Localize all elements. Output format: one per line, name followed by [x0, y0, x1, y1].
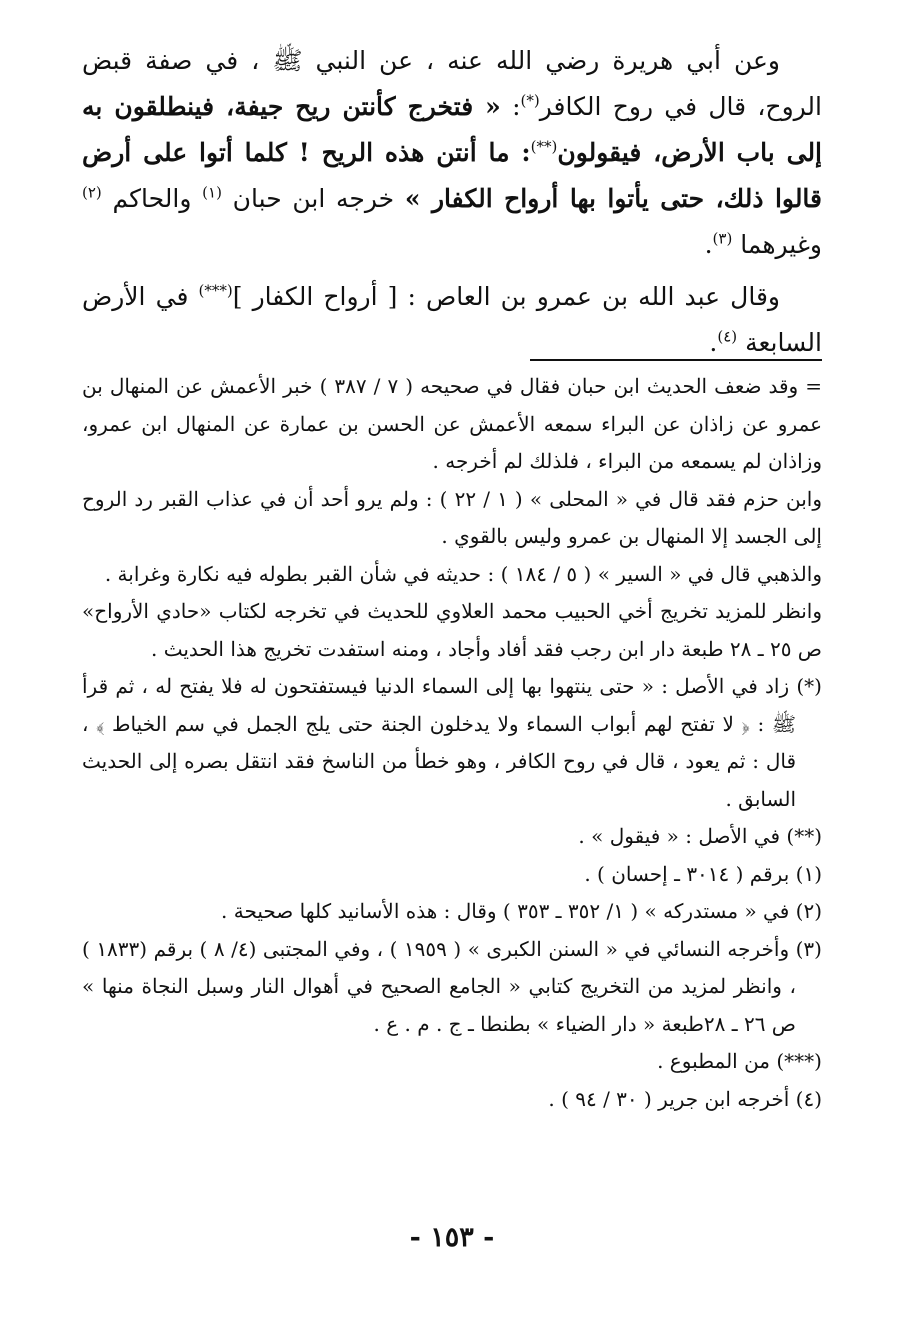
source-text-b: والحاكم	[101, 184, 203, 213]
source-text-c: وغيرهما	[732, 230, 822, 259]
footnote-double-star: (**) في الأصل : « فيقول » .	[578, 824, 822, 848]
footnote-marker-star: (*)	[520, 91, 540, 110]
hadith-quote-a: « فتخرج كأنتن ريح جيفة، فينطلقون به إلى باب الأرض، فيقولون	[82, 92, 823, 167]
footnote-2: (٢) في « مستدركه » ( ١/ ٣٥٢ ـ ٣٥٣ ) وقال : هذه الأسانيد كلها صحيحة .	[221, 899, 822, 923]
footnote-ibn-hazm: وابن حزم فقد قال في « المحلى » ( ١ / ٢٢ ) : ولم يرو أحد أن في عذاب القبر رد الروح إلى الجسد إلا المنهال بن عمرو وليس بالقوي .	[82, 486, 822, 548]
footnote-continuation: = وقد ضعف الحديث ابن حبان فقال في صحيحه ( ٧ / ٣٨٧ ) خبر الأعمش عن المنهال بن عمرو عن زاذان عن البراء سمعه الأعمش عن الحسن بن عمارة عن المنهال ابن عمرو، وزاذان لم يسمعه من البراء ، فلذلك لم أخرجه .	[82, 374, 822, 473]
footnotes	[82, 368, 822, 1118]
footnote-divider	[530, 359, 822, 361]
footnote-ref-1: (١)	[202, 183, 222, 202]
footnote-marker-double-star: (**)	[530, 137, 558, 156]
main-text	[82, 38, 822, 366]
footnote-ref-3: (٣)	[712, 229, 733, 248]
footnote-1: (١) برقم ( ٣٠١٤ ـ إحسان ) .	[584, 861, 822, 886]
footnote-3: (٣) وأخرجه النسائي في « السنن الكبرى » ( ١٩٥٩ ) ، وفي المجتبى (٤/ ٨ ) برقم (١٨٣٣ ) ، وانظر لمزيد من التخريج كتابي « الجامع الصحيح في أهوال النار وسبل النجاة منها » ص ٢٦ ـ ٢٨طبعة « دار الضياء » بطنطا ـ ج . م . ع .	[82, 936, 822, 1036]
footnote-dhahabi: والذهبي قال في « السير » ( ٥ / ١٨٤ ) : حديثه في شأن القبر بطوله فيه نكارة وغرابة .	[104, 561, 822, 586]
footnote-further-reading: وانظر للمزيد تخريج أخي الحبيب محمد العلاوي للحديث في تخرجه لكتاب «حادي الأرواح» ص ٢٥ ـ ٢٨ طبعة دار ابن رجب فقد أفاد وأجاد ، ومنه استفدت تخريج هذا الحديث .	[82, 599, 822, 661]
source-text-a: خرجه ابن حبان	[221, 184, 405, 213]
hadith-quote-b: : ما أنتن هذه الريح ! كلما أتوا على أرض قالوا ذلك، حتى يأتوا بها أرواح الكفار »	[82, 138, 823, 213]
footnote-4: (٤) أخرجه ابن جرير ( ٣٠ / ٩٤ ) .	[548, 1086, 822, 1111]
colon: :	[500, 92, 521, 121]
main-paragraph-2	[82, 274, 822, 366]
footnote-triple-star: (***) من المطبوع .	[657, 1049, 822, 1073]
footnote-ref-2: (٢)	[82, 183, 102, 202]
page-number: - ١٥٣ -	[409, 1222, 495, 1253]
paragraph-text-b: في الأرض السابعة	[82, 282, 822, 357]
footnote-ref-4: (٤)	[717, 327, 738, 346]
footnote-star: (*) زاد في الأصل : « حتى ينتهوا بها إلى السماء الدنيا فيستفتحون له فلا يفتح له ، ثم قرأ ﷺ : ﴿ لا تفتح لهم أبواب السماء ولا يدخلون الجنة حتى يلج الجمل في سم الخياط ﴾ ، قال : ثم يعود ، قال في روح الكافر ، وهو خطأ من الناسخ فقد انتقل بصره إلى الحديث السابق .	[82, 674, 822, 811]
paragraph-text: وقال عبد الله بن عمرو بن العاص : [ أرواح الكفار ]	[232, 282, 780, 311]
paragraph-end: .	[704, 230, 713, 259]
paragraph-end: .	[709, 328, 718, 357]
main-paragraph-1	[82, 38, 822, 268]
footnote-marker-triple-star: (***)	[198, 281, 233, 300]
paragraph-intro: وعن أبي هريرة رضي الله عنه ، عن النبي ﷺ ، في صفة قبض الروح، قال في روح الكافر	[82, 46, 822, 121]
